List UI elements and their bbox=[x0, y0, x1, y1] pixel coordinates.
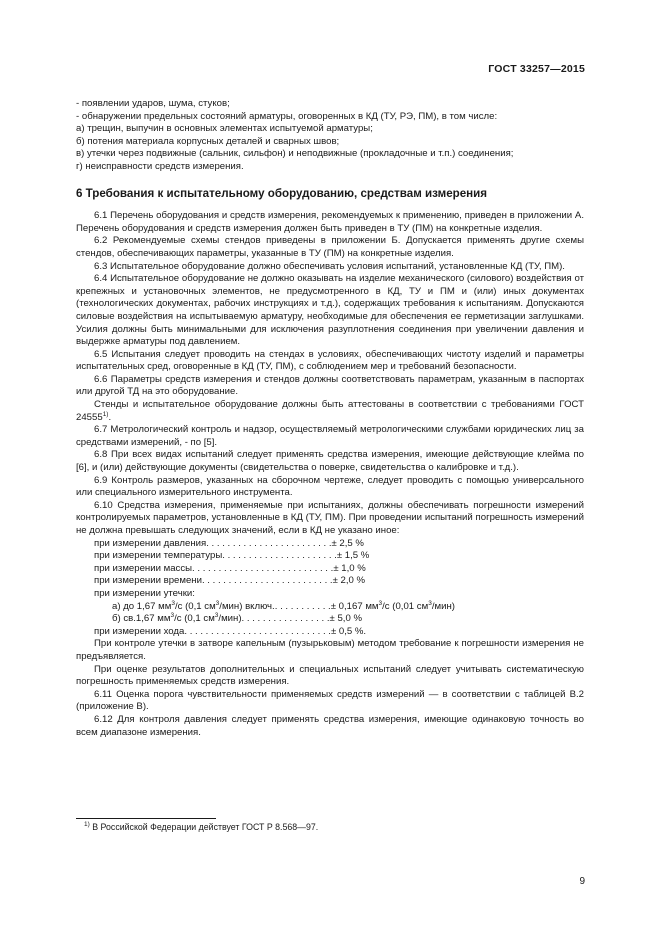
leader-dots: . . . . . . . . . . . bbox=[274, 600, 331, 612]
list-item: а) трещин, выпучин в основных элементах испытуемой арматуры; bbox=[76, 123, 373, 135]
accuracy-label: при измерении времени bbox=[94, 575, 202, 587]
value-part: /с (0,01 см bbox=[382, 600, 429, 612]
footnote bbox=[84, 822, 318, 832]
list-item: в) утечки через подвижные (сальник, сильфон) и неподвижные (прокладочные и т.п.) соединения; bbox=[76, 148, 514, 160]
accuracy-value: ± 5,0 % bbox=[329, 613, 362, 625]
accuracy-row-pressure bbox=[76, 538, 584, 551]
footnote-text: В Российской Федерации действует ГОСТ Р 8.568—97. bbox=[92, 822, 319, 832]
accuracy-label bbox=[112, 613, 242, 626]
paragraph-6-1: 6.1 Перечень оборудования и средств измерения, рекомендуемых к применению, приведен в приложении А. Перечень оборудования и средств измерения должен быть приведен в ТУ (ПМ) на конкретные изделия. bbox=[76, 210, 584, 234]
certification-text: Стенды и испытательное оборудование должны быть аттестованы в соответствии с требованиями ГОСТ 24555 bbox=[76, 399, 584, 423]
page-body bbox=[76, 98, 584, 739]
paragraph-6-10: 6.10 Средства измерения, применяемые при испытаниях, должны обеспечивать погрешности измерений контролируемых параметров, установленные в КД (ТУ, ПМ). При проведении испытаний погрешность измерений не должна превышать следующих значений, если в КД не указано иное: bbox=[76, 499, 584, 536]
superscript: 3 bbox=[215, 599, 220, 607]
leader-dots: . . . . . . . . . . . . . . . . . . . . . . . . . . . bbox=[192, 562, 334, 574]
paragraph-6-11: 6.11 Оценка порога чувствительности применяемых средств измерений — в соответствии с таблицей В.2 (приложение В). bbox=[76, 688, 584, 713]
accuracy-value bbox=[331, 601, 455, 614]
list-item: - обнаружении предельных состояний арматуры, оговоренных в КД (ТУ, РЭ, ПМ), в том числе: bbox=[76, 110, 498, 122]
label-part: /мин) включ. bbox=[219, 600, 275, 612]
value-part: ± 0,167 мм bbox=[330, 600, 379, 612]
paragraph-6-9: 6.9 Контроль размеров, указанных на сборочном чертеже, следует проводить с помощью универсального или специального измерительного инструмента. bbox=[76, 474, 584, 499]
accuracy-value: ± 1,0 % bbox=[333, 562, 366, 574]
accuracy-value: ± 1,5 % bbox=[336, 550, 370, 562]
leader-dots: . . . . . . . . . . . . . . . . . . . . . . bbox=[222, 550, 337, 562]
paragraph-6-7: 6.7 Метрологический контроль и надзор, осуществляемый метрологическими службами юридических лиц за средствами измерений, - по [5]. bbox=[76, 424, 584, 448]
accuracy-value: ± 0,5 %. bbox=[330, 625, 367, 637]
superscript: 3 bbox=[171, 599, 175, 607]
paragraph-6-12: 6.12 Для контроля давления следует применять средства измерения, имеющие одинаковую точность во всем диапазоне измерения. bbox=[76, 713, 584, 738]
paragraph-6-2: 6.2 Рекомендуемые схемы стендов приведены в приложении Б. Допускается применять другие схемы стендов, обеспечивающих параметры, указанные в ТУ (ПМ) на конкретные изделия. bbox=[76, 235, 584, 259]
paragraph-6-4: 6.4 Испытательное оборудование не должно оказывать на изделие механического (силового) воздействия от крепежных и установочных элементов, не предусмотренного в КД, ТУ и ПМ и (или) иных документах (технологических документах, рабочих инструкциях и т.д.), содержащих требования к испытаниям. Допускаются силовые воздействия на испытываемую арматуру, необходимые для обеспечения ее герметизации заглушками. Усилия должны быть минимальными для исключения разуплотнения соединения при увеличении давления и выдержке арматуры под давлением. bbox=[76, 273, 584, 348]
value-part: /мин) bbox=[431, 600, 455, 612]
accuracy-row-stroke bbox=[76, 626, 584, 639]
label-part: /с (0,1 см bbox=[174, 600, 216, 612]
superscript: 3 bbox=[378, 599, 383, 607]
accuracy-value: ± 2,0 % bbox=[332, 575, 366, 587]
section-title: 6 Требования к испытательному оборудованию, средствам измерения bbox=[76, 186, 488, 200]
superscript: 3 bbox=[428, 599, 432, 607]
paragraph-6-3: 6.3 Испытательное оборудование должно обеспечивать условия испытаний, установленные КД (ТУ, ПМ). bbox=[94, 260, 565, 272]
label-part: б) св.1,67 мм bbox=[112, 613, 171, 625]
footnote-mark: 1) bbox=[84, 821, 90, 828]
accuracy-row-temperature bbox=[76, 550, 584, 563]
document-header-id: ГОСТ 33257—2015 bbox=[488, 63, 585, 75]
footnote-divider bbox=[76, 818, 216, 819]
paragraph-6-5: 6.5 Испытания следует проводить на стендах в условиях, обеспечивающих чистоту изделий и параметры испытательных сред, оговоренные в КД (ТУ, ПМ), с соблюдением мер и требований безопасности. bbox=[76, 348, 584, 373]
page-number: 9 bbox=[579, 876, 585, 887]
leader-dots: . . . . . . . . . . . . . . . . . . . . . . . . bbox=[206, 537, 332, 549]
label-part: /мин) bbox=[218, 613, 242, 625]
accuracy-label bbox=[112, 601, 275, 614]
accuracy-row-leak-heading bbox=[76, 588, 584, 601]
accuracy-label: при измерении утечки: bbox=[94, 587, 195, 599]
footnote-ref[interactable]: 1) bbox=[102, 410, 109, 418]
list-item: - появлении ударов, шума, стуков; bbox=[76, 98, 230, 109]
label-part: /с (0,1 см bbox=[174, 613, 215, 625]
list-item: б) потения материала корпусных деталей и сварных швов; bbox=[76, 135, 340, 147]
accuracy-label: при измерении температуры bbox=[94, 550, 223, 562]
list-item: г) неисправности средств измерения. bbox=[76, 160, 244, 172]
accuracy-label: при измерении хода bbox=[94, 625, 185, 637]
accuracy-value: ± 2,5 % bbox=[331, 537, 364, 549]
accuracy-label: при измерении давления bbox=[94, 537, 207, 549]
superscript: 3 bbox=[170, 612, 175, 620]
leader-dots: . . . . . . . . . . . . . . . . . . . . . . . . . . . . bbox=[184, 625, 331, 637]
accuracy-row-leak-a bbox=[76, 601, 584, 614]
label-part: а) до 1,67 мм bbox=[112, 600, 172, 612]
leader-dots: . . . . . . . . . . . . . . . . . . . . . . . . . bbox=[201, 575, 333, 587]
superscript: 3 bbox=[214, 612, 219, 620]
paragraph-6-6: 6.6 Параметры средств измерения и стендов должны соответствовать параметрам, указанным в паспортах или другой ТД на это оборудование. bbox=[76, 373, 584, 398]
paragraph-leak-note: При контроле утечки в затворе капельным (пузырьковым) методом требование к погрешности измерения не предъявляется. bbox=[76, 638, 584, 662]
accuracy-label: при измерении массы bbox=[94, 562, 193, 574]
paragraph-6-8: 6.8 При всех видах испытаний следует применять средства измерения, имеющие действующие клейма по [6], и (или) действующие документы (свидетельства о поверке, свидетельства о калибровке и т.д.). bbox=[76, 449, 584, 474]
accuracy-row-time bbox=[76, 575, 584, 588]
leader-dots: . . . . . . . . . . . . . . . . . bbox=[241, 613, 330, 625]
paragraph-extra-note: При оценке результатов дополнительных и специальных испытаний следует учитывать систематическую погрешность применяемых средств измерения. bbox=[76, 663, 584, 688]
sentence-end: . bbox=[108, 411, 112, 423]
accuracy-row-leak-b bbox=[76, 613, 584, 626]
accuracy-row-mass bbox=[76, 563, 584, 576]
paragraph-6-6-certification bbox=[76, 399, 584, 424]
